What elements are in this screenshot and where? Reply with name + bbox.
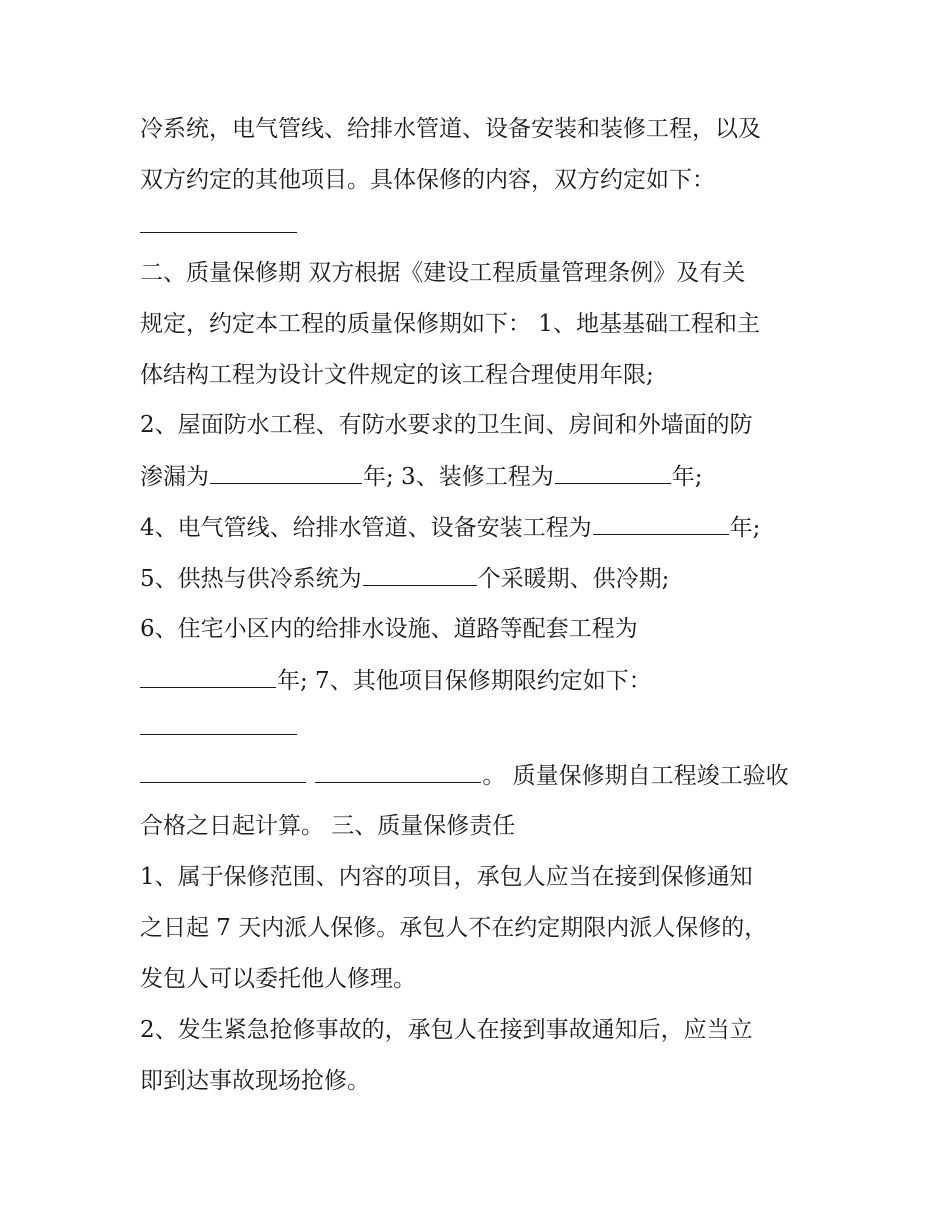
text-segment: 。 质量保修期自工程竣工验收	[482, 763, 789, 789]
fill-in-blank	[140, 734, 297, 735]
text-segment: 渗漏为	[140, 464, 209, 490]
fill-in-blank	[210, 461, 362, 484]
text-line: 2、发生紧急抢修事故的，承包人在接到事故通知后，应当立	[140, 1017, 753, 1043]
fill-in-blank	[140, 232, 297, 233]
text-line	[140, 665, 652, 696]
fill-in-blank	[315, 760, 481, 783]
text-line: 之日起 7 天内派人保修。承包人不在约定期限内派人保修的，	[140, 915, 768, 941]
text-line	[140, 563, 669, 594]
text-segment: 个采暖期、供冷期;	[477, 566, 670, 592]
text-line: 冷系统，电气管线、给排水管道、设备安装和装修工程，以及	[140, 116, 761, 142]
text-segment: 年;	[671, 464, 703, 490]
fill-in-blank	[363, 563, 477, 586]
text-segment: 年; 7、其他项目保修期限约定如下：	[277, 668, 652, 694]
text-line: 1、属于保修范围、内容的项目，承包人应当在接到保修通知	[140, 864, 753, 890]
text-line: 规定，约定本工程的质量保修期如下： 1、地基基础工程和主	[140, 311, 760, 337]
text-line: 发包人可以委托他人修理。	[140, 966, 416, 992]
text-line: 体结构工程为设计文件规定的该工程合理使用年限;	[140, 362, 654, 388]
text-segment: 年; 3、装修工程为	[363, 464, 554, 490]
text-segment: 年;	[729, 515, 761, 541]
text-segment: 5、供热与供冷系统为	[140, 566, 362, 592]
text-line: 双方约定的其他项目。具体保修的内容，双方约定如下：	[140, 167, 715, 193]
fill-in-blank	[555, 461, 671, 484]
fill-in-blank	[140, 665, 276, 688]
text-line	[140, 512, 760, 543]
fill-in-blank	[593, 512, 729, 535]
text-line	[140, 461, 702, 492]
text-line: 6、住宅小区内的给排水设施、道路等配套工程为	[140, 616, 638, 642]
text-line: 合格之日起计算。 三、质量保修责任	[140, 813, 516, 839]
fill-in-blank	[140, 760, 306, 783]
text-line: 即到达事故现场抢修。	[140, 1068, 370, 1094]
text-line	[140, 760, 789, 791]
text-line: 2、屋面防水工程、有防水要求的卫生间、房间和外墙面的防	[140, 412, 753, 438]
text-line: 二、质量保修期 双方根据《建设工程质量管理条例》及有关	[140, 260, 746, 286]
text-segment: 4、电气管线、给排水管道、设备安装工程为	[140, 515, 592, 541]
